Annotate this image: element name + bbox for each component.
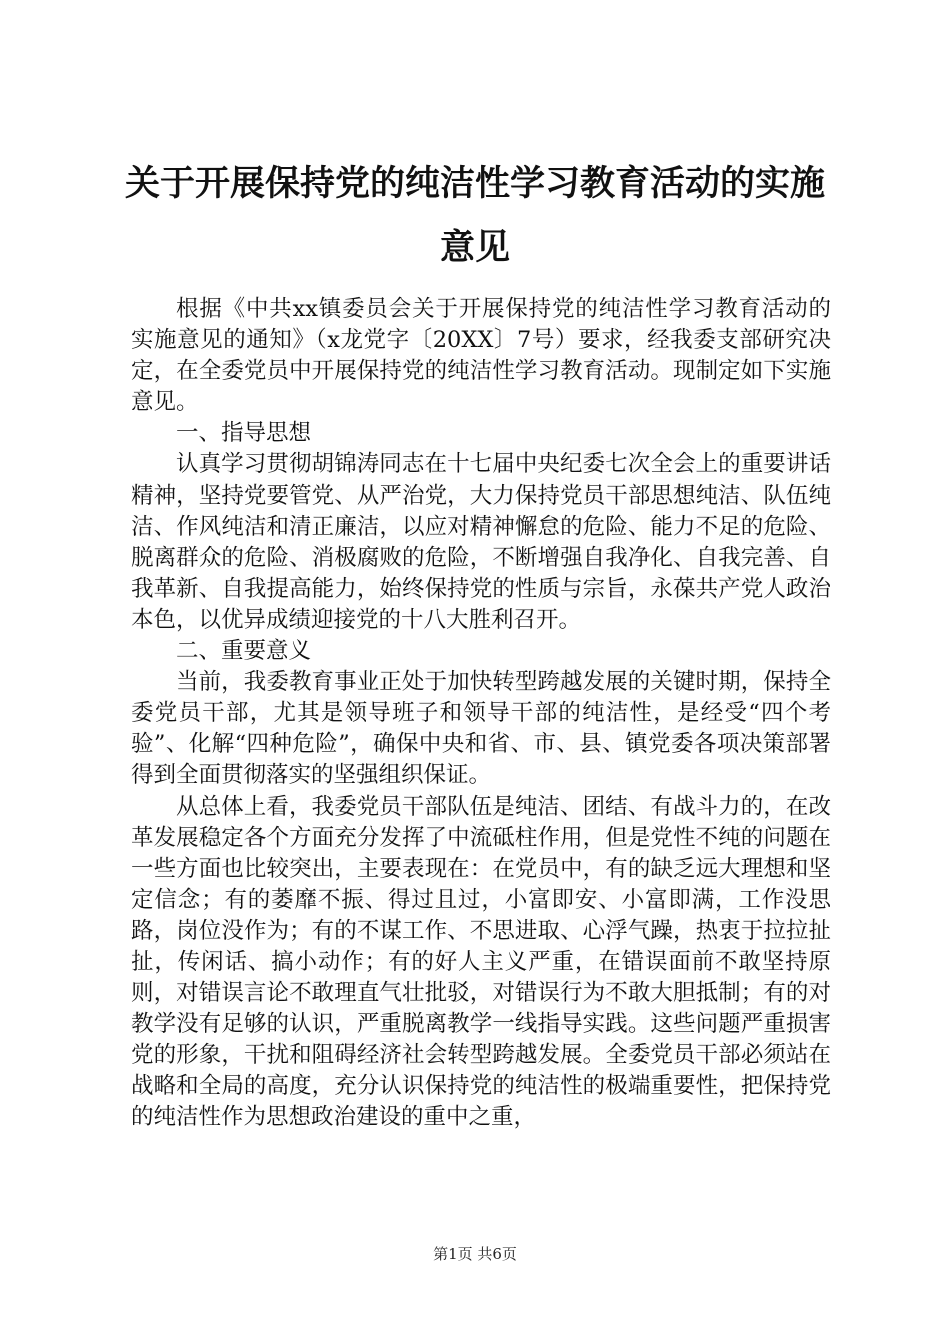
- paragraph-intro: 根据《中共xx镇委员会关于开展保持党的纯洁性学习教育活动的实施意见的通知》（x龙党字〔20XX〕7号）要求，经我委支部研究决定，在全委党员中开展保持党的纯洁性学习教育活动。现制定如下实施意见。: [131, 296, 831, 416]
- document-body: [131, 294, 831, 1134]
- paragraph-significance-2: 从总体上看，我委党员干部队伍是纯洁、团结、有战斗力的，在改革发展稳定各个方面充分发挥了中流砥柱作用，但是党性不纯的问题在一些方面也比较突出，主要表现在：在党员中，有的缺乏远大理想和坚定信念；有的萎靡不振、得过且过，小富即安、小富即满，工作没思路，岗位没作为；有的不谋工作、不思进取、心浮气躁，热衷于拉拉扯扯，传闲话、搞小动作；有的好人主义严重，在错误面前不敢坚持原则，对错误言论不敢理直气壮批驳，对错误行为不敢大胆抵制；有的对教学没有足够的认识，严重脱离教学一线指导实践。这些问题严重损害党的形象，干扰和阻碍经济社会转型跨越发展。全委党员干部必须站在战略和全局的高度，充分认识保持党的纯洁性的极端重要性，把保持党的纯洁性作为思想政治建设的重中之重，: [131, 793, 831, 1131]
- title-line-2: 意见: [439, 228, 510, 268]
- section-heading-significance: 二、重要意义: [176, 638, 312, 665]
- page-footer: 第1页 共6页: [433, 1245, 517, 1263]
- document-title: [118, 152, 832, 280]
- section-heading-guiding-ideology: 一、指导思想: [176, 420, 312, 447]
- paragraph-guiding-ideology: 认真学习贯彻胡锦涛同志在十七届中央纪委七次全会上的重要讲话精神，坚持党要管党、从严治党，大力保持党员干部思想纯洁、队伍纯洁、作风纯洁和清正廉洁，以应对精神懈怠的危险、能力不足的危险、脱离群众的危险、消极腐败的危险，不断增强自我净化、自我完善、自我革新、自我提高能力，始终保持党的性质与宗旨，永葆共产党人政治本色，以优异成绩迎接党的十八大胜利召开。: [131, 451, 831, 633]
- paragraph-significance-1: 当前，我委教育事业正处于加快转型跨越发展的关键时期，保持全委党员干部，尤其是领导班子和领导干部的纯洁性，是经受“四个考验”、化解“四种危险”，确保中央和省、市、县、镇党委各项决策部署得到全面贯彻落实的坚强组织保证。: [131, 669, 831, 789]
- title-line-1: 关于开展保持党的纯洁性学习教育活动的实施: [124, 164, 825, 204]
